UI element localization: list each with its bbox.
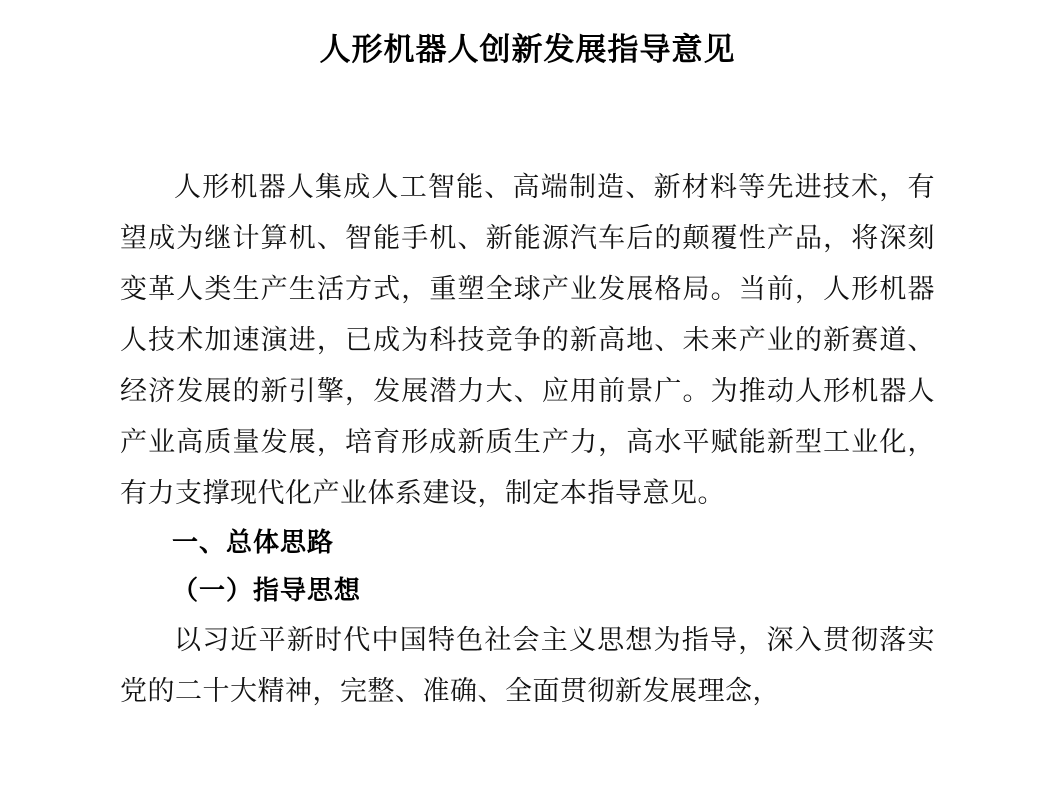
document-body — [120, 162, 935, 717]
subsection-heading-guiding-ideology: （一）指导思想 — [172, 576, 362, 607]
title-spacer — [120, 70, 935, 162]
page-title: 人形机器人创新发展指导意见 — [319, 32, 736, 68]
paragraph-intro: 人形机器人集成人工智能、高端制造、新材料等先进技术，有望成为继计算机、智能手机、新能源汽车后的颠覆性产品，将深刻变革人类生产生活方式，重塑全球产业发展格局。当前，人形机器人技术加速演进，已成为科技竞争的新高地、未来产业的新赛道、经济发展的新引擎，发展潜力大、应用前景广。为推动人形机器人产业高质量发展，培育形成新质生产力，高水平赋能新型工业化，有力支撑现代化产业体系建设，制定本指导意见。 — [120, 172, 935, 510]
section-heading-overall-approach: 一、总体思路 — [172, 528, 335, 559]
paragraph-guiding-ideology: 以习近平新时代中国特色社会主义思想为指导，深入贯彻落实党的二十大精神，完整、准确、全面贯彻新发展理念， — [120, 625, 935, 708]
